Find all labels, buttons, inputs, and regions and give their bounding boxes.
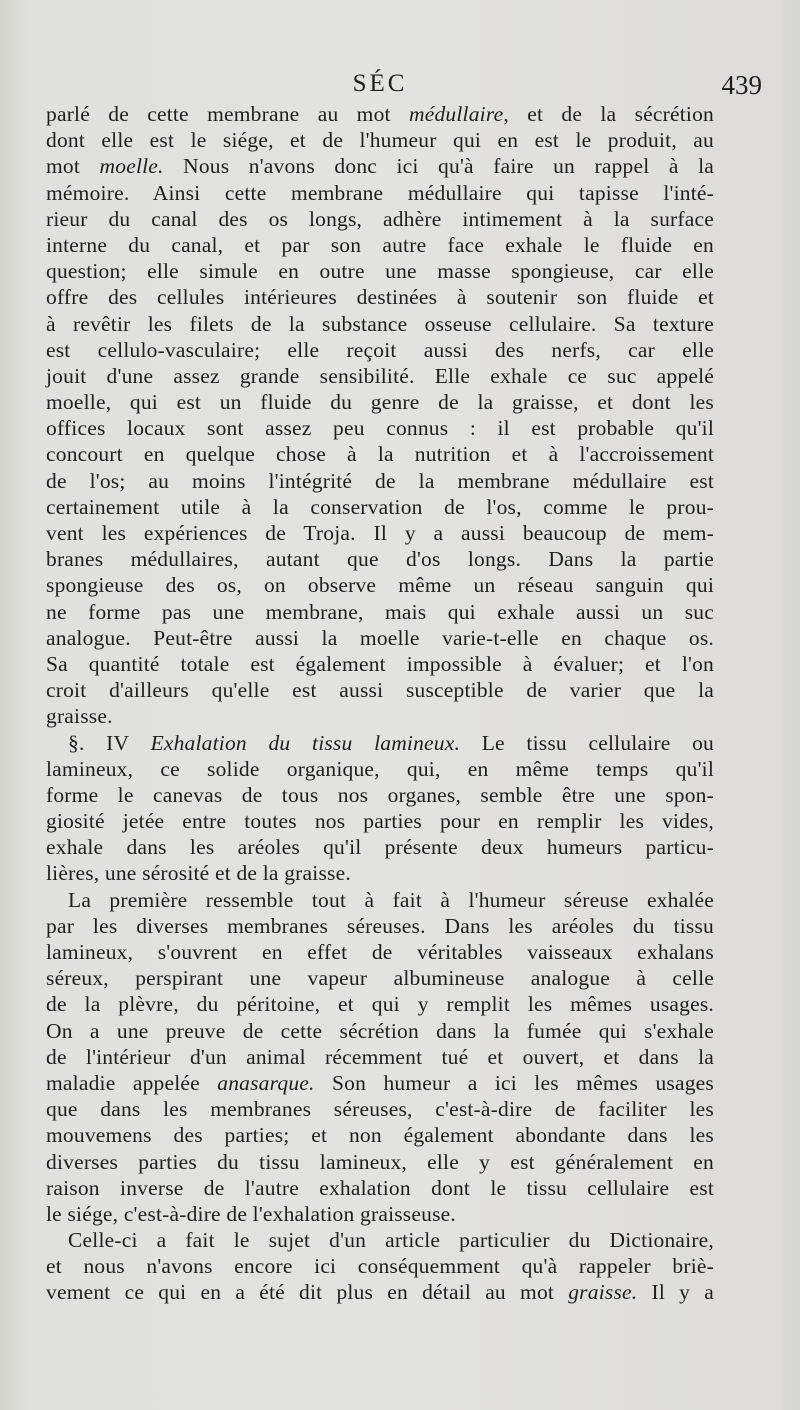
text-run: On a une preuve de cette sécrétion dans la fumée qui s'exhale: [46, 1018, 714, 1043]
text-line: [46, 1018, 714, 1044]
text-line: [46, 1122, 714, 1148]
text-run: giosité jetée entre toutes nos parties pour en remplir les vides,: [46, 809, 714, 834]
text-line: [46, 468, 714, 494]
text-run: offre des cellules intérieures destinées à soutenir son fluide et: [46, 285, 714, 310]
text-line: [46, 389, 714, 415]
text-line: [46, 494, 714, 520]
text-run: de l'intérieur d'un animal récemment tué et ouvert, et dans la: [46, 1044, 714, 1069]
text-line: [46, 703, 714, 729]
italic-text: Exhalation du tissu lamineux.: [150, 730, 461, 755]
text-run: concourt en quelque chose à la nutrition et à l'accroissement: [46, 442, 714, 467]
text-run: que dans les membranes séreuses, c'est-à-dire de faciliter les: [46, 1097, 714, 1122]
italic-text: anasarque.: [217, 1070, 315, 1095]
italic-text: moelle.: [99, 154, 164, 179]
running-head: SÉC: [352, 70, 408, 97]
text-line: [46, 232, 714, 258]
text-line: [46, 730, 714, 756]
text-run: séreux, perspirant une vapeur albumineuse analogue à celle: [46, 966, 714, 991]
text-run: exhale dans les aréoles qu'il présente deux humeurs particu-: [46, 835, 714, 860]
text-line: [46, 808, 714, 834]
text-line: [46, 1253, 714, 1279]
text-line: [46, 1201, 714, 1227]
page-header: [46, 70, 762, 104]
text-line: [46, 127, 714, 153]
text-run: diverses parties du tissu lamineux, elle y est généralement en: [46, 1149, 714, 1174]
text-run: forme le canevas de tous nos organes, semble être une spon-: [46, 782, 714, 807]
text-line: [46, 180, 714, 206]
text-run: interne du canal, et par son autre face exhale le fluide en: [46, 232, 714, 257]
text-line: [46, 939, 714, 965]
text-line: [46, 337, 714, 363]
text-run: Il y a: [637, 1280, 714, 1305]
text-line: [46, 834, 714, 860]
text-line: [46, 1175, 714, 1201]
text-run: question; elle simule en outre une masse spongieuse, car elle: [46, 259, 714, 284]
text-run: lières, une sérosité et de la graisse.: [46, 861, 351, 886]
text-run: spongieuse des os, on observe même un réseau sanguin qui: [46, 573, 714, 598]
text-run: mémoire. Ainsi cette membrane médullaire qui tapisse l'inté-: [46, 180, 714, 205]
text-run: offices locaux sont assez peu connus : il est probable qu'il: [46, 416, 714, 441]
text-run: de l'os; au moins l'intégrité de la membrane médullaire est: [46, 468, 714, 493]
text-line: [46, 1044, 714, 1070]
page-number: 439: [721, 70, 762, 100]
text-line: [46, 651, 714, 677]
text-line: [46, 913, 714, 939]
text-line: [46, 1149, 714, 1175]
text-run: Celle-ci a fait le sujet d'un article particulier du Dictionaire,: [68, 1228, 714, 1253]
text-line: [46, 756, 714, 782]
text-run: raison inverse de l'autre exhalation dont le tissu cellulaire est: [46, 1175, 714, 1200]
text-run: lamineux, ce solide organique, qui, en même temps qu'il: [46, 756, 714, 781]
text-run: Sa quantité totale est également impossible à évaluer; et l'on: [46, 651, 714, 676]
text-run: vement ce qui en a été dit plus en détail au mot: [46, 1280, 569, 1305]
text-line: [46, 284, 714, 310]
text-run: analogue. Peut-être aussi la moelle varie-t-elle en chaque os.: [46, 625, 714, 650]
text-run: le siége, c'est-à-dire de l'exhalation graisseuse.: [46, 1201, 456, 1226]
text-run: croit d'ailleurs qu'elle est aussi susceptible de varier que la: [46, 678, 714, 703]
text-run: dont elle est le siége, et de l'humeur qui en est le produit, au: [46, 128, 714, 153]
text-line: [46, 1227, 714, 1253]
text-line: [46, 1096, 714, 1122]
body-text: [46, 101, 714, 1306]
text-run: vent les expériences de Troja. Il y a aussi beaucoup de mem-: [46, 521, 714, 545]
text-run: moelle, qui est un fluide du genre de la graisse, et dont les: [46, 390, 714, 415]
text-line: [46, 258, 714, 284]
text-line: [46, 520, 714, 546]
text-run: parlé de cette membrane au mot: [46, 102, 409, 126]
text-run: La première ressemble tout à fait à l'humeur séreuse exhalée: [68, 887, 714, 912]
text-line: [46, 860, 714, 886]
text-run: jouit d'une assez grande sensibilité. Elle exhale ce suc appelé: [46, 363, 714, 388]
text-run: par les diverses membranes séreuses. Dans les aréoles du tissu: [46, 913, 714, 938]
text-line: [46, 599, 714, 625]
text-line: [46, 101, 714, 127]
text-run: branes médullaires, autant que d'os longs. Dans la partie: [46, 547, 714, 572]
text-run: Nous n'avons donc ici qu'à faire un rappel à la: [163, 154, 714, 179]
text-run: Son humeur a ici les mêmes usages: [314, 1070, 714, 1095]
text-run: ne forme pas une membrane, mais qui exhale aussi un suc: [46, 599, 714, 624]
text-run: est cellulo-vasculaire; elle reçoit aussi des nerfs, car elle: [46, 337, 714, 362]
text-run: à revêtir les filets de la substance osseuse cellulaire. Sa texture: [46, 311, 714, 336]
text-line: [46, 887, 714, 913]
text-run: maladie appelée: [46, 1070, 218, 1095]
text-run: de la plèvre, du péritoine, et qui y remplit les mêmes usages.: [46, 992, 714, 1017]
text-run: , et de la sécrétion: [503, 102, 714, 126]
text-line: [46, 546, 714, 572]
text-run: lamineux, s'ouvrent en effet de véritables vaisseaux exhalans: [46, 940, 714, 964]
text-run: et nous n'avons encore ici conséquemment qu'à rappeler briè-: [46, 1254, 714, 1279]
text-run: graisse.: [46, 704, 113, 729]
text-line: [46, 311, 714, 337]
text-line: [46, 572, 714, 598]
text-line: [46, 1070, 714, 1096]
text-line: [46, 363, 714, 389]
italic-text: graisse.: [568, 1280, 638, 1305]
text-line: [46, 965, 714, 991]
text-line: [46, 677, 714, 703]
text-run: mot: [46, 154, 100, 179]
text-line: [46, 625, 714, 651]
text-line: [46, 441, 714, 467]
text-line: [46, 153, 714, 179]
text-line: [46, 415, 714, 441]
text-run: certainement utile à la conservation de l'os, comme le prou-: [46, 494, 714, 519]
text-run: Le tissu cellulaire ou: [460, 730, 715, 755]
text-line: [46, 782, 714, 808]
text-run: mouvemens des parties; et non également abondante dans les: [46, 1123, 714, 1148]
italic-text: médullaire: [409, 102, 504, 126]
text-run: rieur du canal des os longs, adhère intimement à la surface: [46, 206, 714, 231]
text-run: §. IV: [68, 730, 151, 755]
text-line: [46, 1279, 714, 1305]
text-line: [46, 206, 714, 232]
text-line: [46, 991, 714, 1017]
